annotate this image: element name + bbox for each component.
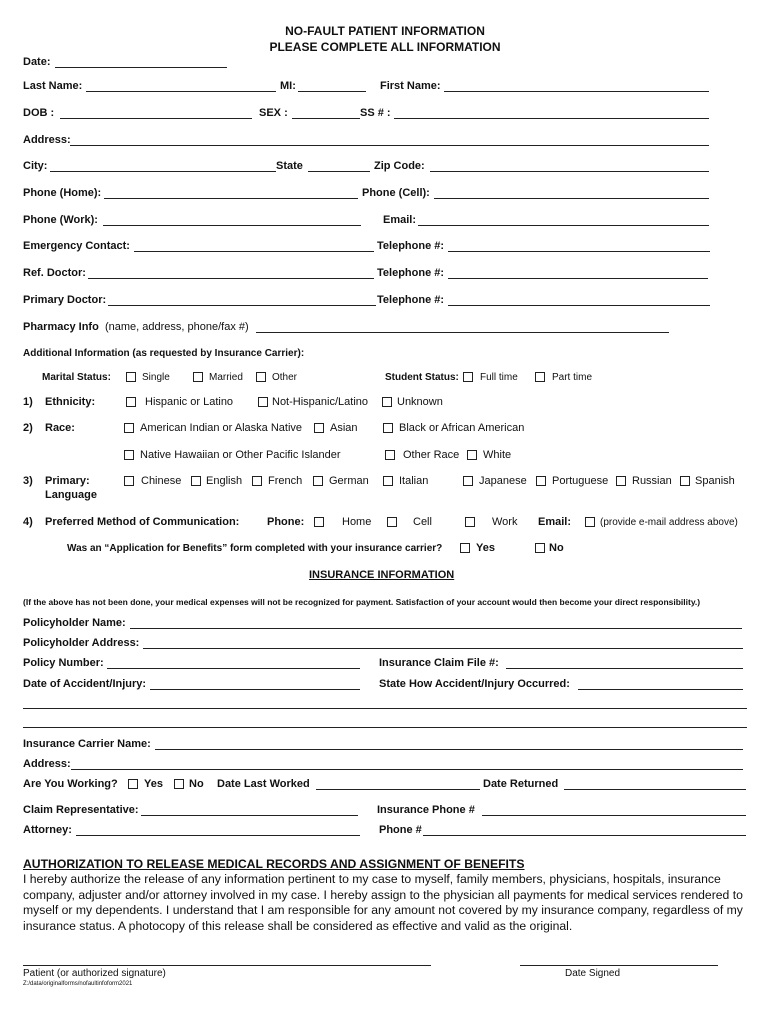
race-native-hawaiian-checkbox[interactable] — [124, 450, 134, 460]
how-occurred-field[interactable] — [578, 689, 743, 690]
phone-home-field[interactable] — [104, 198, 358, 199]
comm-home-label: Home — [342, 516, 372, 528]
date-accident-field[interactable] — [150, 689, 360, 690]
authorization-text: I hereby authorize the release of any information pertinent to my case to myself, family members, physicians, hospitals, insurance company, adjuster and/or attorney involved in my case. I hereby assign to the physician all payments for medical services rendered to myself or my dependents. I understand that I am responsible for any amount not covered by my insurance company, regardless of my insurance status. A photocopy of this release shall be considered as effective and valid as the original. — [23, 872, 743, 933]
email-label: Email: — [383, 214, 417, 226]
phone-cell-label: Phone (Cell): — [362, 187, 430, 199]
race-other-checkbox[interactable] — [385, 450, 395, 460]
race-white-label: White — [483, 449, 512, 461]
race-black-label: Black or African American — [399, 422, 525, 434]
language-chinese-checkbox[interactable] — [124, 476, 134, 486]
working-no-checkbox[interactable] — [174, 779, 184, 789]
last-name-field[interactable] — [86, 91, 276, 92]
student-fulltime-checkbox[interactable] — [463, 372, 473, 382]
comm-cell-checkbox[interactable] — [387, 517, 397, 527]
state-field[interactable] — [308, 171, 370, 172]
how-occurred-line-3[interactable] — [23, 727, 747, 728]
application-yes-label: Yes — [476, 542, 495, 554]
working-yes-checkbox[interactable] — [128, 779, 138, 789]
language-german-checkbox[interactable] — [313, 476, 323, 486]
claim-rep-label: Claim Representative: — [23, 804, 139, 816]
communication-number: 4) — [23, 516, 33, 528]
race-american-indian-label: American Indian or Alaska Native — [140, 422, 303, 434]
insurance-phone-field[interactable] — [482, 815, 746, 816]
race-native-hawaiian-label: Native Hawaiian or Other Pacific Islander — [140, 449, 341, 461]
marital-other-label: Other — [272, 372, 298, 383]
sex-field[interactable] — [292, 118, 360, 119]
race-white-checkbox[interactable] — [467, 450, 477, 460]
marital-married-checkbox[interactable] — [193, 372, 203, 382]
language-chinese-label: Chinese — [141, 475, 182, 487]
race-label: Race: — [45, 422, 75, 434]
attorney-phone-label: Phone # — [379, 824, 422, 836]
pharmacy-hint: (name, address, phone/fax #) — [105, 321, 249, 333]
race-asian-checkbox[interactable] — [314, 423, 324, 433]
language-label: Language — [45, 489, 97, 501]
comm-phone-label: Phone: — [267, 516, 305, 528]
signature-label: Patient (or authorized signature) — [23, 968, 166, 979]
attorney-field[interactable] — [76, 835, 360, 836]
insurance-heading: INSURANCE INFORMATION — [309, 569, 455, 581]
authorization-heading: AUTHORIZATION TO RELEASE MEDICAL RECORDS AND ASSIGNMENT OF BENEFITS — [23, 857, 525, 871]
emergency-contact-field[interactable] — [134, 251, 374, 252]
application-yes-checkbox[interactable] — [460, 543, 470, 553]
phone-home-label: Phone (Home): — [23, 187, 102, 199]
emergency-contact-label: Emergency Contact: — [23, 240, 130, 252]
language-spanish-checkbox[interactable] — [680, 476, 690, 486]
date-label: Date: — [23, 56, 51, 68]
marital-other-checkbox[interactable] — [256, 372, 266, 382]
marital-single-label: Single — [142, 372, 170, 383]
application-question: Was an “Application for Benefits” form completed with your insurance carrier? — [67, 543, 443, 554]
date-last-worked-label: Date Last Worked — [217, 778, 310, 790]
language-french-checkbox[interactable] — [252, 476, 262, 486]
zip-label: Zip Code: — [374, 160, 425, 172]
date-returned-field[interactable] — [564, 789, 746, 790]
first-name-field[interactable] — [444, 91, 709, 92]
dob-field[interactable] — [60, 118, 252, 119]
language-japanese-checkbox[interactable] — [463, 476, 473, 486]
comm-work-checkbox[interactable] — [465, 517, 475, 527]
communication-label: Preferred Method of Communication: — [45, 516, 240, 528]
phone-cell-field[interactable] — [434, 198, 709, 199]
language-portuguese-checkbox[interactable] — [536, 476, 546, 486]
emergency-telephone-label: Telephone #: — [377, 240, 445, 252]
ethnicity-hispanic-checkbox[interactable] — [126, 397, 136, 407]
additional-heading: Additional Information (as requested by Insurance Carrier): — [23, 348, 305, 359]
race-other-label: Other Race — [403, 449, 460, 461]
ref-doctor-telephone-label: Telephone #: — [377, 267, 445, 279]
marital-married-label: Married — [209, 372, 243, 383]
ss-label: SS # : — [360, 107, 391, 119]
ethnicity-label: Ethnicity: — [45, 396, 96, 408]
primary-doctor-field[interactable] — [108, 305, 376, 306]
phone-work-field[interactable] — [103, 225, 361, 226]
policyholder-name-field[interactable] — [130, 628, 742, 629]
marital-status-label: Marital Status: — [42, 372, 111, 383]
date-last-worked-field[interactable] — [316, 789, 480, 790]
language-russian-label: Russian — [632, 475, 672, 487]
language-italian-label: Italian — [399, 475, 429, 487]
language-portuguese-label: Portuguese — [552, 475, 609, 487]
sex-label: SEX : — [259, 107, 288, 119]
comm-work-label: Work — [492, 516, 518, 528]
address-label: Address: — [23, 134, 71, 146]
language-russian-checkbox[interactable] — [616, 476, 626, 486]
student-fulltime-label: Full time — [480, 372, 518, 383]
ethnicity-number: 1) — [23, 396, 33, 408]
working-no-label: No — [189, 778, 204, 790]
city-label: City: — [23, 160, 48, 172]
address-field[interactable] — [70, 145, 709, 146]
how-occurred-line-2[interactable] — [23, 708, 747, 709]
carrier-address-field[interactable] — [71, 769, 743, 770]
primary-doctor-telephone-field[interactable] — [448, 305, 710, 306]
policy-number-label: Policy Number: — [23, 657, 104, 669]
ss-field[interactable] — [394, 118, 709, 119]
date-returned-label: Date Returned — [483, 778, 559, 790]
ethnicity-hispanic-label: Hispanic or Latino — [145, 396, 234, 408]
student-status-label: Student Status: — [385, 372, 459, 383]
ethnicity-nonhispanic-checkbox[interactable] — [258, 397, 268, 407]
marital-single-checkbox[interactable] — [126, 372, 136, 382]
race-american-indian-checkbox[interactable] — [124, 423, 134, 433]
primary-label: Primary: — [45, 475, 90, 487]
policy-number-field[interactable] — [107, 668, 360, 669]
mi-field[interactable] — [298, 91, 366, 92]
race-asian-label: Asian — [330, 422, 358, 434]
insurance-note: (If the above has not been done, your medical expenses will not be recognized for payment. Satisfaction of your account would then become your direct responsibility.) — [23, 597, 701, 607]
ethnicity-nonhispanic-label: Not-Hispanic/Latino — [272, 396, 368, 408]
comm-email-checkbox[interactable] — [585, 517, 595, 527]
attorney-phone-field[interactable] — [423, 835, 746, 836]
last-name-label: Last Name: — [23, 80, 83, 92]
working-yes-label: Yes — [144, 778, 163, 790]
ref-doctor-telephone-field[interactable] — [448, 278, 708, 279]
comm-email-hint: (provide e-mail address above) — [600, 517, 738, 528]
language-french-label: French — [268, 475, 303, 487]
phone-work-label: Phone (Work): — [23, 214, 98, 226]
primary-doctor-label: Primary Doctor: — [23, 294, 107, 306]
first-name-label: First Name: — [380, 80, 441, 92]
carrier-name-field[interactable] — [155, 749, 743, 750]
policyholder-address-label: Policyholder Address: — [23, 637, 140, 649]
policyholder-name-label: Policyholder Name: — [23, 617, 126, 629]
mi-label: MI: — [280, 80, 296, 92]
ethnicity-unknown-checkbox[interactable] — [382, 397, 392, 407]
working-label: Are You Working? — [23, 778, 118, 790]
race-black-checkbox[interactable] — [383, 423, 393, 433]
emergency-telephone-field[interactable] — [448, 251, 710, 252]
student-parttime-label: Part time — [552, 372, 593, 383]
carrier-address-label: Address: — [23, 758, 71, 770]
footer-path: Z:/data/originalforms/nofaultinfoform2021 — [23, 981, 133, 987]
comm-cell-label: Cell — [413, 516, 432, 528]
signature-line[interactable] — [23, 965, 431, 966]
ethnicity-unknown-label: Unknown — [397, 396, 443, 408]
language-english-label: English — [206, 475, 243, 487]
carrier-name-label: Insurance Carrier Name: — [23, 738, 151, 750]
insurance-phone-label: Insurance Phone # — [377, 804, 475, 816]
application-no-checkbox[interactable] — [535, 543, 545, 553]
student-parttime-checkbox[interactable] — [535, 372, 545, 382]
city-field[interactable] — [50, 171, 276, 172]
form-title: NO-FAULT PATIENT INFORMATION — [285, 24, 485, 38]
form-subtitle: PLEASE COMPLETE ALL INFORMATION — [269, 40, 501, 54]
primary-doctor-telephone-label: Telephone #: — [377, 294, 445, 306]
comm-home-checkbox[interactable] — [314, 517, 324, 527]
date-signed-line[interactable] — [520, 965, 718, 966]
date-field[interactable] — [55, 67, 227, 68]
claim-rep-field[interactable] — [141, 815, 358, 816]
language-german-label: German — [329, 475, 369, 487]
attorney-label: Attorney: — [23, 824, 72, 836]
email-field[interactable] — [418, 225, 709, 226]
ref-doctor-field[interactable] — [88, 278, 374, 279]
date-signed-label: Date Signed — [565, 968, 621, 979]
date-accident-label: Date of Accident/Injury: — [23, 678, 147, 690]
pharmacy-field[interactable] — [256, 332, 669, 333]
claim-file-label: Insurance Claim File #: — [379, 657, 499, 669]
comm-email-label: Email: — [538, 516, 572, 528]
application-no-label: No — [549, 542, 564, 554]
state-label: State — [276, 160, 303, 172]
language-english-checkbox[interactable] — [191, 476, 201, 486]
pharmacy-label: Pharmacy Info — [23, 321, 99, 333]
language-japanese-label: Japanese — [479, 475, 527, 487]
language-italian-checkbox[interactable] — [383, 476, 393, 486]
zip-field[interactable] — [430, 171, 709, 172]
ref-doctor-label: Ref. Doctor: — [23, 267, 86, 279]
claim-file-field[interactable] — [506, 668, 743, 669]
how-occurred-label: State How Accident/Injury Occurred: — [379, 678, 570, 690]
dob-label: DOB : — [23, 107, 55, 119]
language-spanish-label: Spanish — [695, 475, 735, 487]
race-number: 2) — [23, 422, 33, 434]
language-number: 3) — [23, 475, 33, 487]
policyholder-address-field[interactable] — [143, 648, 743, 649]
